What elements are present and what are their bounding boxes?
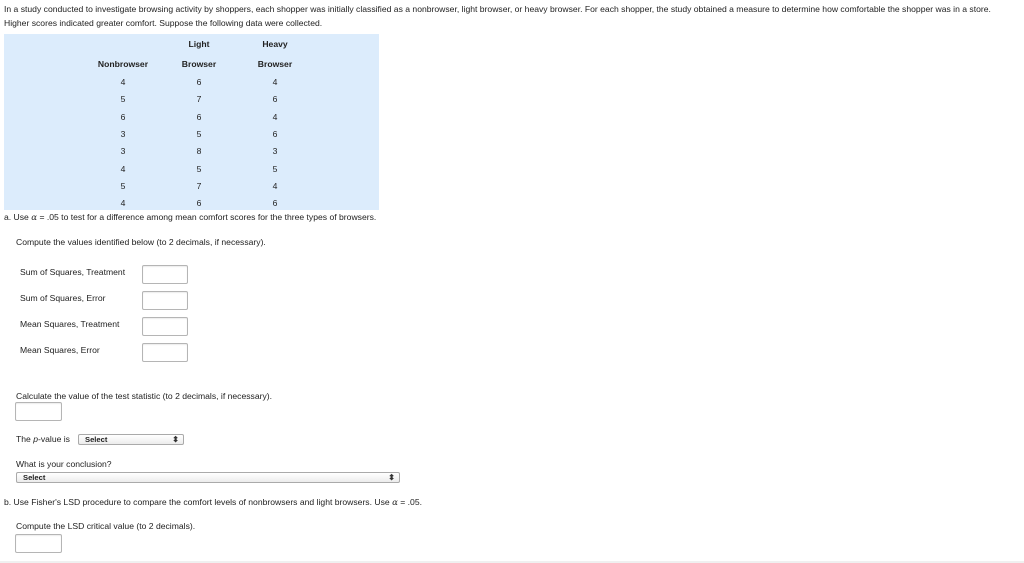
table-cell: 4 xyxy=(272,111,278,122)
field-label-ss-error: Sum of Squares, Error xyxy=(20,293,106,303)
part-a-prefix: a. Use xyxy=(4,212,29,222)
table-cell: 6 xyxy=(196,198,202,209)
table-cell: 4 xyxy=(120,198,126,209)
col-header-nonbrowser: Nonbrowser xyxy=(97,59,149,69)
field-label-ss-treatment: Sum of Squares, Treatment xyxy=(20,267,126,277)
test-statistic-input[interactable] xyxy=(15,402,62,421)
problem-intro: In a study conducted to investigate browsing activity by shoppers, each shopper was initially classified as a nonbrowser, light browser, or heavy browser. For each shopper, the study obtained a measure to determine how comfortable the shopper was in a store. Higher scores indicated greater comfort. Suppose the following data were collected. xyxy=(4,4,991,28)
ss-treatment-input[interactable] xyxy=(142,265,188,284)
ms-error-input[interactable] xyxy=(142,343,188,362)
table-cell: 6 xyxy=(272,128,278,139)
table-cell: 5 xyxy=(272,163,278,174)
col-header-browser-heavy: Browser xyxy=(257,59,293,69)
lsd-instruction: Compute the LSD critical value (to 2 decimals). xyxy=(16,521,196,531)
table-cell: 3 xyxy=(272,146,278,157)
part-a-suffix: = .05 to test for a difference among mean comfort scores for the three types of browsers. xyxy=(39,212,377,222)
select-arrows-icon: ⬍ xyxy=(388,473,395,482)
alpha-symbol: α xyxy=(31,213,38,223)
conclusion-label: What is your conclusion? xyxy=(16,459,112,469)
table-cell: 8 xyxy=(196,146,202,157)
table-cell: 6 xyxy=(272,198,278,209)
compute-instruction: Compute the values identified below (to 2 decimals, if necessary). xyxy=(16,237,266,247)
table-cell: 5 xyxy=(196,163,202,174)
col-header-heavy: Heavy xyxy=(262,39,288,49)
table-cell: 3 xyxy=(120,146,126,157)
table-cell: 4 xyxy=(272,77,278,87)
conclusion-select[interactable]: Select ⬍ xyxy=(16,472,400,483)
ms-treatment-input[interactable] xyxy=(142,317,188,336)
ss-error-input[interactable] xyxy=(142,291,188,310)
table-cell: 5 xyxy=(120,180,126,191)
field-label-ms-error: Mean Squares, Error xyxy=(20,345,100,355)
test-stat-instruction: Calculate the value of the test statistic (to 2 decimals, if necessary). xyxy=(16,391,273,401)
table-cell: 4 xyxy=(120,163,126,174)
table-cell: 3 xyxy=(120,128,126,139)
table-cell: 6 xyxy=(196,111,202,122)
table-cell: 5 xyxy=(196,128,202,139)
table-cell: 5 xyxy=(120,94,126,105)
pvalue-label: The p-value is xyxy=(16,434,70,444)
table-cell: 6 xyxy=(196,77,202,87)
field-label-ms-treatment: Mean Squares, Treatment xyxy=(20,319,120,329)
col-header-browser-light: Browser xyxy=(181,59,217,69)
pvalue-select[interactable]: Select ⬍ xyxy=(78,434,184,445)
table-cell: 4 xyxy=(272,180,278,191)
lsd-critical-value-input[interactable] xyxy=(15,534,62,553)
table-cell: 7 xyxy=(196,180,202,191)
select-arrows-icon: ⬍ xyxy=(172,435,179,444)
table-cell: 7 xyxy=(196,94,202,105)
part-a-question xyxy=(4,212,376,223)
part-b-question: b. Use Fisher's LSD procedure to compare the comfort levels of nonbrowsers and light browsers. Use α = .05. xyxy=(4,497,423,508)
table-cell: 6 xyxy=(120,111,126,122)
table-cell: 4 xyxy=(120,77,126,87)
col-header-light: Light xyxy=(188,39,210,49)
table-cell: 6 xyxy=(272,94,278,105)
alpha-symbol: α xyxy=(392,498,398,508)
